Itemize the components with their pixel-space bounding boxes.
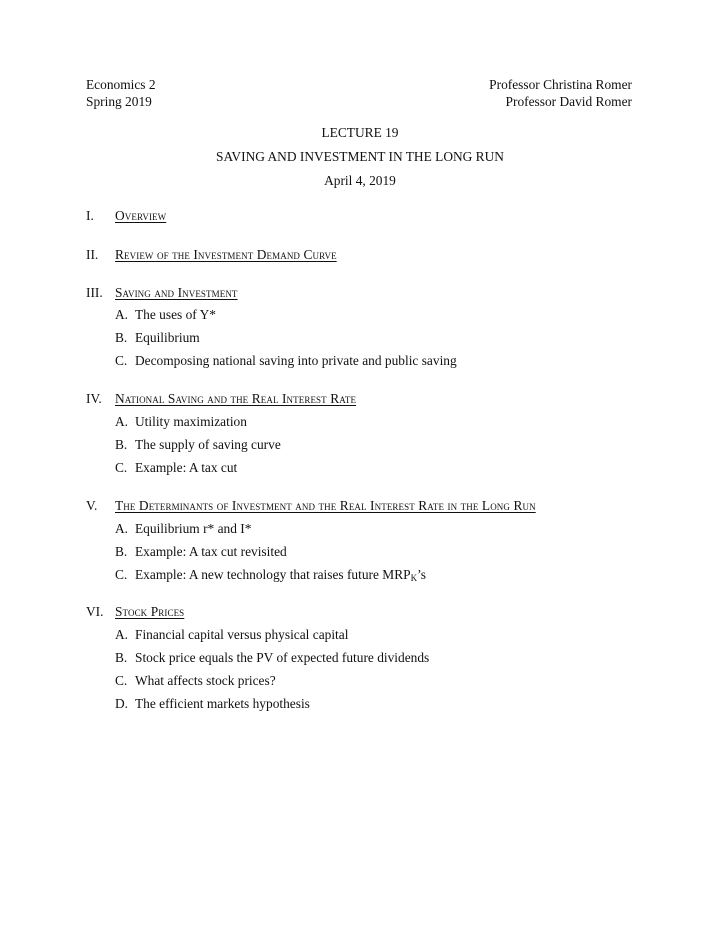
term: Spring 2019 — [86, 94, 152, 109]
list-item: C. Example: A new technology that raises future $MRP_K’s$ — [115, 567, 427, 583]
list-item: B. The supply of saving curve — [115, 437, 281, 452]
lecture-number: LECTURE 19 — [321, 125, 399, 140]
section-6 — [86, 603, 184, 621]
section-title: Stock Prices — [115, 604, 185, 619]
lecture-date: April 4, 2019 — [324, 173, 396, 188]
section-title: The Determinants of Investment and the Real Interest Rate in the Long Run — [115, 498, 536, 513]
section-number: I. — [86, 208, 94, 223]
professor-2: Professor David Romer — [505, 94, 632, 109]
section-number: III. — [86, 285, 103, 300]
list-item: C. What affects stock prices? — [115, 673, 276, 688]
header-row-1 — [86, 76, 632, 94]
subscript: K — [410, 573, 418, 583]
list-item: A. Financial capital versus physical capital — [115, 627, 349, 642]
section-5 — [86, 497, 536, 515]
list-item: B. Equilibrium — [115, 330, 200, 345]
course-name: Economics 2 — [86, 77, 156, 92]
section-number: VI. — [86, 604, 104, 619]
section-number: IV. — [86, 391, 102, 406]
professor-1: Professor Christina Romer — [489, 77, 632, 92]
section-3 — [86, 284, 238, 302]
section-title: Saving and Investment — [115, 285, 238, 300]
section-title: Review of the Investment Demand Curve — [115, 247, 337, 262]
section-4 — [86, 390, 356, 408]
list-item: A. The uses of Y* — [115, 307, 216, 322]
header-row-2 — [86, 93, 632, 111]
list-item: C. Decomposing national saving into private and public saving — [115, 353, 457, 368]
section-number: II. — [86, 247, 99, 262]
list-item: A. Utility maximization — [115, 414, 247, 429]
section-title: Overview — [115, 208, 167, 223]
section-number: V. — [86, 498, 98, 513]
section-title: National Saving and the Real Interest Rate — [115, 391, 357, 406]
list-item: C. Example: A tax cut — [115, 460, 238, 475]
lecture-title: SAVING AND INVESTMENT IN THE LONG RUN — [216, 149, 504, 164]
section-1 — [86, 207, 166, 225]
section-2 — [86, 246, 337, 264]
list-item: B. Example: A tax cut revisited — [115, 544, 287, 559]
list-item: D. The efficient markets hypothesis — [115, 696, 310, 711]
list-item: B. Stock price equals the PV of expected future dividends — [115, 650, 430, 665]
list-item: A. Equilibrium r* and I* — [115, 521, 252, 536]
